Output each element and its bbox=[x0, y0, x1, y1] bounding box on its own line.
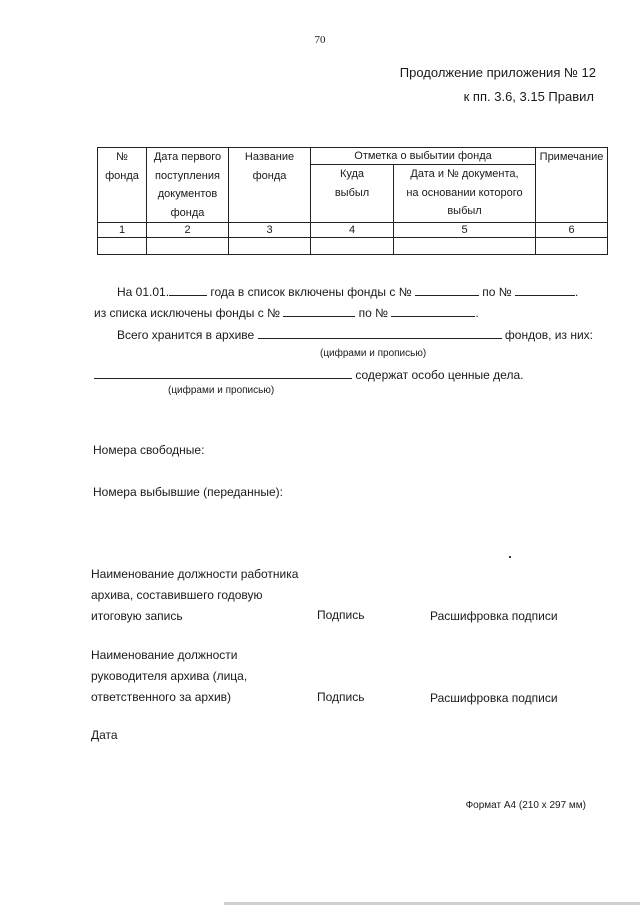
table-cell[interactable] bbox=[311, 238, 394, 255]
appendix-reference: к пп. 3.6, 3.15 Правил bbox=[463, 89, 594, 104]
digits-and-words-hint: (цифрами и прописью) bbox=[320, 348, 427, 359]
funds-table bbox=[97, 147, 608, 255]
table-cell[interactable] bbox=[394, 238, 536, 255]
signature-decryption-label: Расшифровка подписи bbox=[430, 691, 558, 705]
date-prefix: На 01.01. bbox=[117, 285, 170, 299]
excluded-funds-line bbox=[94, 306, 479, 320]
excluded-to-number-blank[interactable] bbox=[391, 306, 475, 317]
funds-of-which-text: фондов, из них: bbox=[504, 328, 594, 342]
table-cell[interactable] bbox=[536, 238, 608, 255]
stray-mark bbox=[509, 556, 511, 558]
table-cell[interactable] bbox=[98, 238, 147, 255]
signature-label: Подпись bbox=[317, 608, 365, 622]
header-fund-number: № фонда bbox=[98, 148, 147, 223]
included-to-label: по № bbox=[482, 285, 512, 299]
table-header-row bbox=[98, 148, 608, 165]
column-number: 6 bbox=[536, 223, 608, 238]
total-funds-text: Всего хранится в архиве bbox=[117, 328, 255, 342]
header-fund-name: Название фонда bbox=[229, 148, 311, 223]
appendix-title: Продолжение приложения № 12 bbox=[399, 65, 596, 80]
header-retired-to: Куда выбыл bbox=[311, 165, 394, 223]
valuable-files-text: содержат особо ценные дела. bbox=[355, 368, 524, 382]
compiler-position-label: Наименование должности работника архива, составившего годовую итоговую запись bbox=[91, 567, 299, 623]
date-label: Дата bbox=[91, 728, 118, 742]
included-funds-line bbox=[117, 285, 578, 299]
column-number: 3 bbox=[229, 223, 311, 238]
table-cell[interactable] bbox=[229, 238, 311, 255]
total-funds-blank[interactable] bbox=[258, 328, 502, 339]
format-note: Формат А4 (210 х 297 мм) bbox=[465, 800, 586, 811]
included-funds-text: года в список включены фонды с № bbox=[210, 285, 412, 299]
period-mark: . bbox=[475, 306, 479, 320]
year-blank[interactable] bbox=[169, 285, 207, 296]
column-number: 4 bbox=[311, 223, 394, 238]
signature-decryption-label: Расшифровка подписи bbox=[430, 609, 558, 623]
excluded-to-label: по № bbox=[358, 306, 389, 320]
column-number: 1 bbox=[98, 223, 147, 238]
valuable-files-line bbox=[94, 368, 523, 382]
included-to-number-blank[interactable] bbox=[515, 285, 575, 296]
column-number: 2 bbox=[147, 223, 229, 238]
table-cell[interactable] bbox=[147, 238, 229, 255]
table-column-numbers-row bbox=[98, 223, 608, 238]
excluded-from-number-blank[interactable] bbox=[283, 306, 355, 317]
header-first-receipt-date: Дата первого поступления документов фонда bbox=[147, 148, 229, 223]
head-position-label: Наименование должности руководителя архива (лица, ответственного за архив) bbox=[91, 648, 248, 704]
included-from-number-blank[interactable] bbox=[415, 285, 479, 296]
digits-and-words-hint: (цифрами и прописью) bbox=[168, 385, 275, 396]
excluded-funds-text: из списка исключены фонды с № bbox=[94, 306, 280, 320]
signature-label: Подпись bbox=[317, 690, 365, 704]
page-number: 70 bbox=[314, 34, 326, 46]
retired-numbers-label: Номера выбывшие (переданные): bbox=[93, 485, 283, 499]
table-empty-row bbox=[98, 238, 608, 255]
free-numbers-label: Номера свободные: bbox=[93, 443, 205, 457]
header-note: Примечание bbox=[536, 148, 608, 223]
valuable-files-blank[interactable] bbox=[94, 368, 352, 379]
header-retirement-group: Отметка о выбытии фонда bbox=[311, 148, 536, 165]
column-number: 5 bbox=[394, 223, 536, 238]
period-mark: . bbox=[575, 285, 579, 299]
total-funds-line bbox=[117, 328, 593, 342]
header-document-date-number: Дата и № документа, на основании которого выбыл bbox=[394, 165, 536, 223]
